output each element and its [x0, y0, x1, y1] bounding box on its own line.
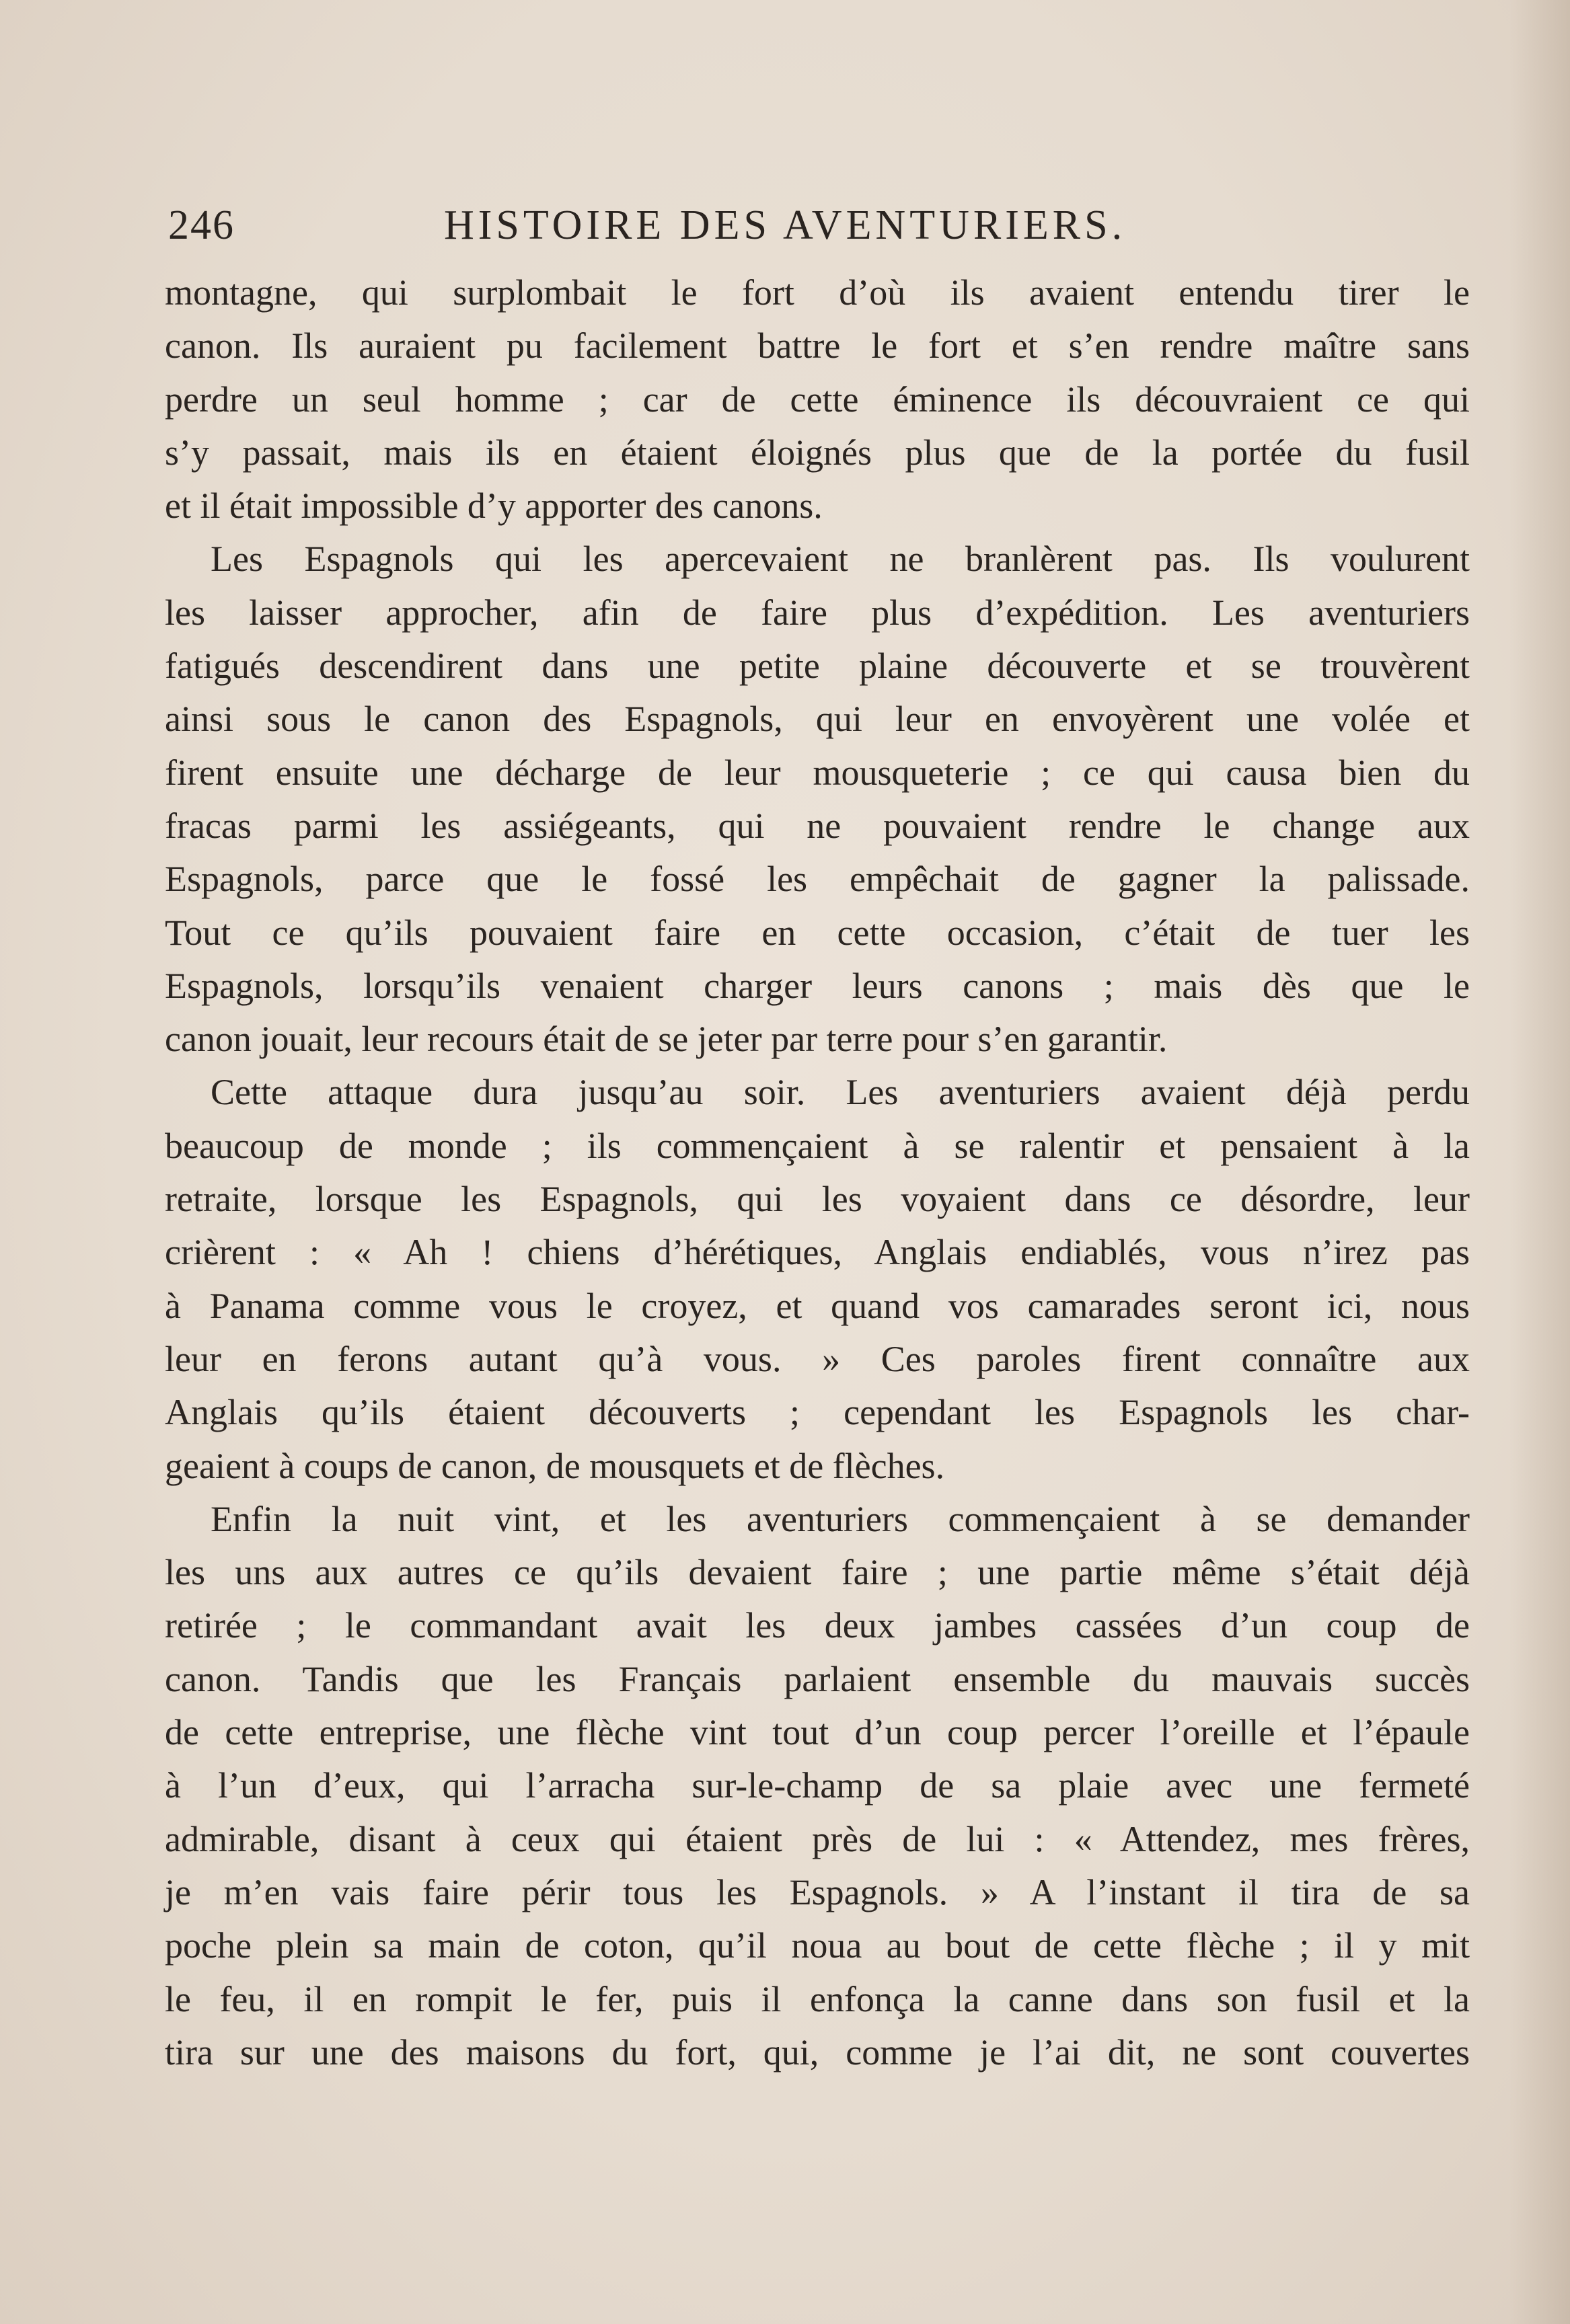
text-line: fatigués descendirent dans une petite plaine découverte et se trouvèrent — [165, 646, 1470, 687]
text-line: Anglais qu’ils étaient découverts ; cependant les Espagnols les char- — [165, 1392, 1470, 1433]
text-line: les laisser approcher, afin de faire plus d’expédition. Les aventuriers — [165, 592, 1470, 633]
running-title: HISTOIRE DES AVENTURIERS. — [444, 202, 1127, 248]
text-line: canon. Tandis que les Français parlaient ensemble du mauvais succès — [165, 1658, 1470, 1699]
paragraph-first-line: Cette attaque dura jusqu’au soir. Les aventuriers avaient déjà perdu — [211, 1072, 1470, 1113]
text-line: Tout ce qu’ils pouvaient faire en cette occasion, c’était de tuer les — [165, 912, 1470, 953]
text-line: admirable, disant à ceux qui étaient près de lui : « Attendez, mes frères, — [165, 1818, 1470, 1859]
paragraph-first-line: Les Espagnols qui les apercevaient ne branlèrent pas. Ils voulurent — [211, 539, 1470, 580]
text-line: tira sur une des maisons du fort, qui, comme je l’ai dit, ne sont couvertes — [165, 2031, 1470, 2073]
text-line: Espagnols, parce que le fossé les empêchait de gagner la palissade. — [165, 859, 1470, 900]
text-line: leur en ferons autant qu’à vous. » Ces paroles firent connaître aux — [165, 1338, 1470, 1379]
text-line: le feu, il en rompit le fer, puis il enfonça la canne dans son fusil et la — [165, 1978, 1470, 2019]
text-line: de cette entreprise, une flèche vint tout d’un coup percer l’oreille et l’épaule — [165, 1712, 1470, 1753]
text-line: firent ensuite une décharge de leur mousqueterie ; ce qui causa bien du — [165, 752, 1470, 793]
paragraph-first-line: Enfin la nuit vint, et les aventuriers commençaient à se demander — [211, 1498, 1470, 1539]
page-header — [168, 202, 1470, 256]
text-line: poche plein sa main de coton, qu’il noua au bout de cette flèche ; il y mit — [165, 1925, 1470, 1966]
text-line: retirée ; le commandant avait les deux jambes cassées d’un coup de — [165, 1605, 1470, 1646]
text-line: montagne, qui surplombait le fort d’où ils avaient entendu tirer le — [165, 272, 1470, 313]
text-line: à l’un d’eux, qui l’arracha sur-le-champ de sa plaie avec une fermeté — [165, 1765, 1470, 1806]
body-text — [165, 266, 1470, 2079]
text-line: s’y passait, mais ils en étaient éloignés plus que de la portée du fusil — [165, 432, 1470, 473]
page-number: 246 — [168, 202, 235, 248]
text-line: beaucoup de monde ; ils commençaient à se ralentir et pensaient à la — [165, 1125, 1470, 1166]
text-line: fracas parmi les assiégeants, qui ne pouvaient rendre le change aux — [165, 805, 1470, 846]
text-line: perdre un seul homme ; car de cette éminence ils découvraient ce qui — [165, 379, 1470, 420]
text-line: retraite, lorsque les Espagnols, qui les voyaient dans ce désordre, leur — [165, 1179, 1470, 1220]
text-line: crièrent : « Ah ! chiens d’hérétiques, Anglais endiablés, vous n’irez pas — [165, 1232, 1470, 1273]
text-line: canon. Ils auraient pu facilement battre le fort et s’en rendre maître sans — [165, 325, 1470, 366]
text-line: Espagnols, lorsqu’ils venaient charger leurs canons ; mais dès que le — [165, 965, 1470, 1006]
text-line: geaient à coups de canon, de mousquets et de flèches. — [165, 1445, 945, 1486]
text-line: je m’en vais faire périr tous les Espagnols. » A l’instant il tira de sa — [165, 1871, 1470, 1912]
text-line: canon jouait, leur recours était de se jeter par terre pour s’en garantir. — [165, 1019, 1168, 1060]
text-line: et il était impossible d’y apporter des canons. — [165, 486, 823, 527]
text-line: les uns aux autres ce qu’ils devaient faire ; une partie même s’était déjà — [165, 1552, 1470, 1593]
text-line: à Panama comme vous le croyez, et quand vos camarades seront ici, nous — [165, 1285, 1470, 1326]
text-line: ainsi sous le canon des Espagnols, qui leur en envoyèrent une volée et — [165, 699, 1470, 740]
